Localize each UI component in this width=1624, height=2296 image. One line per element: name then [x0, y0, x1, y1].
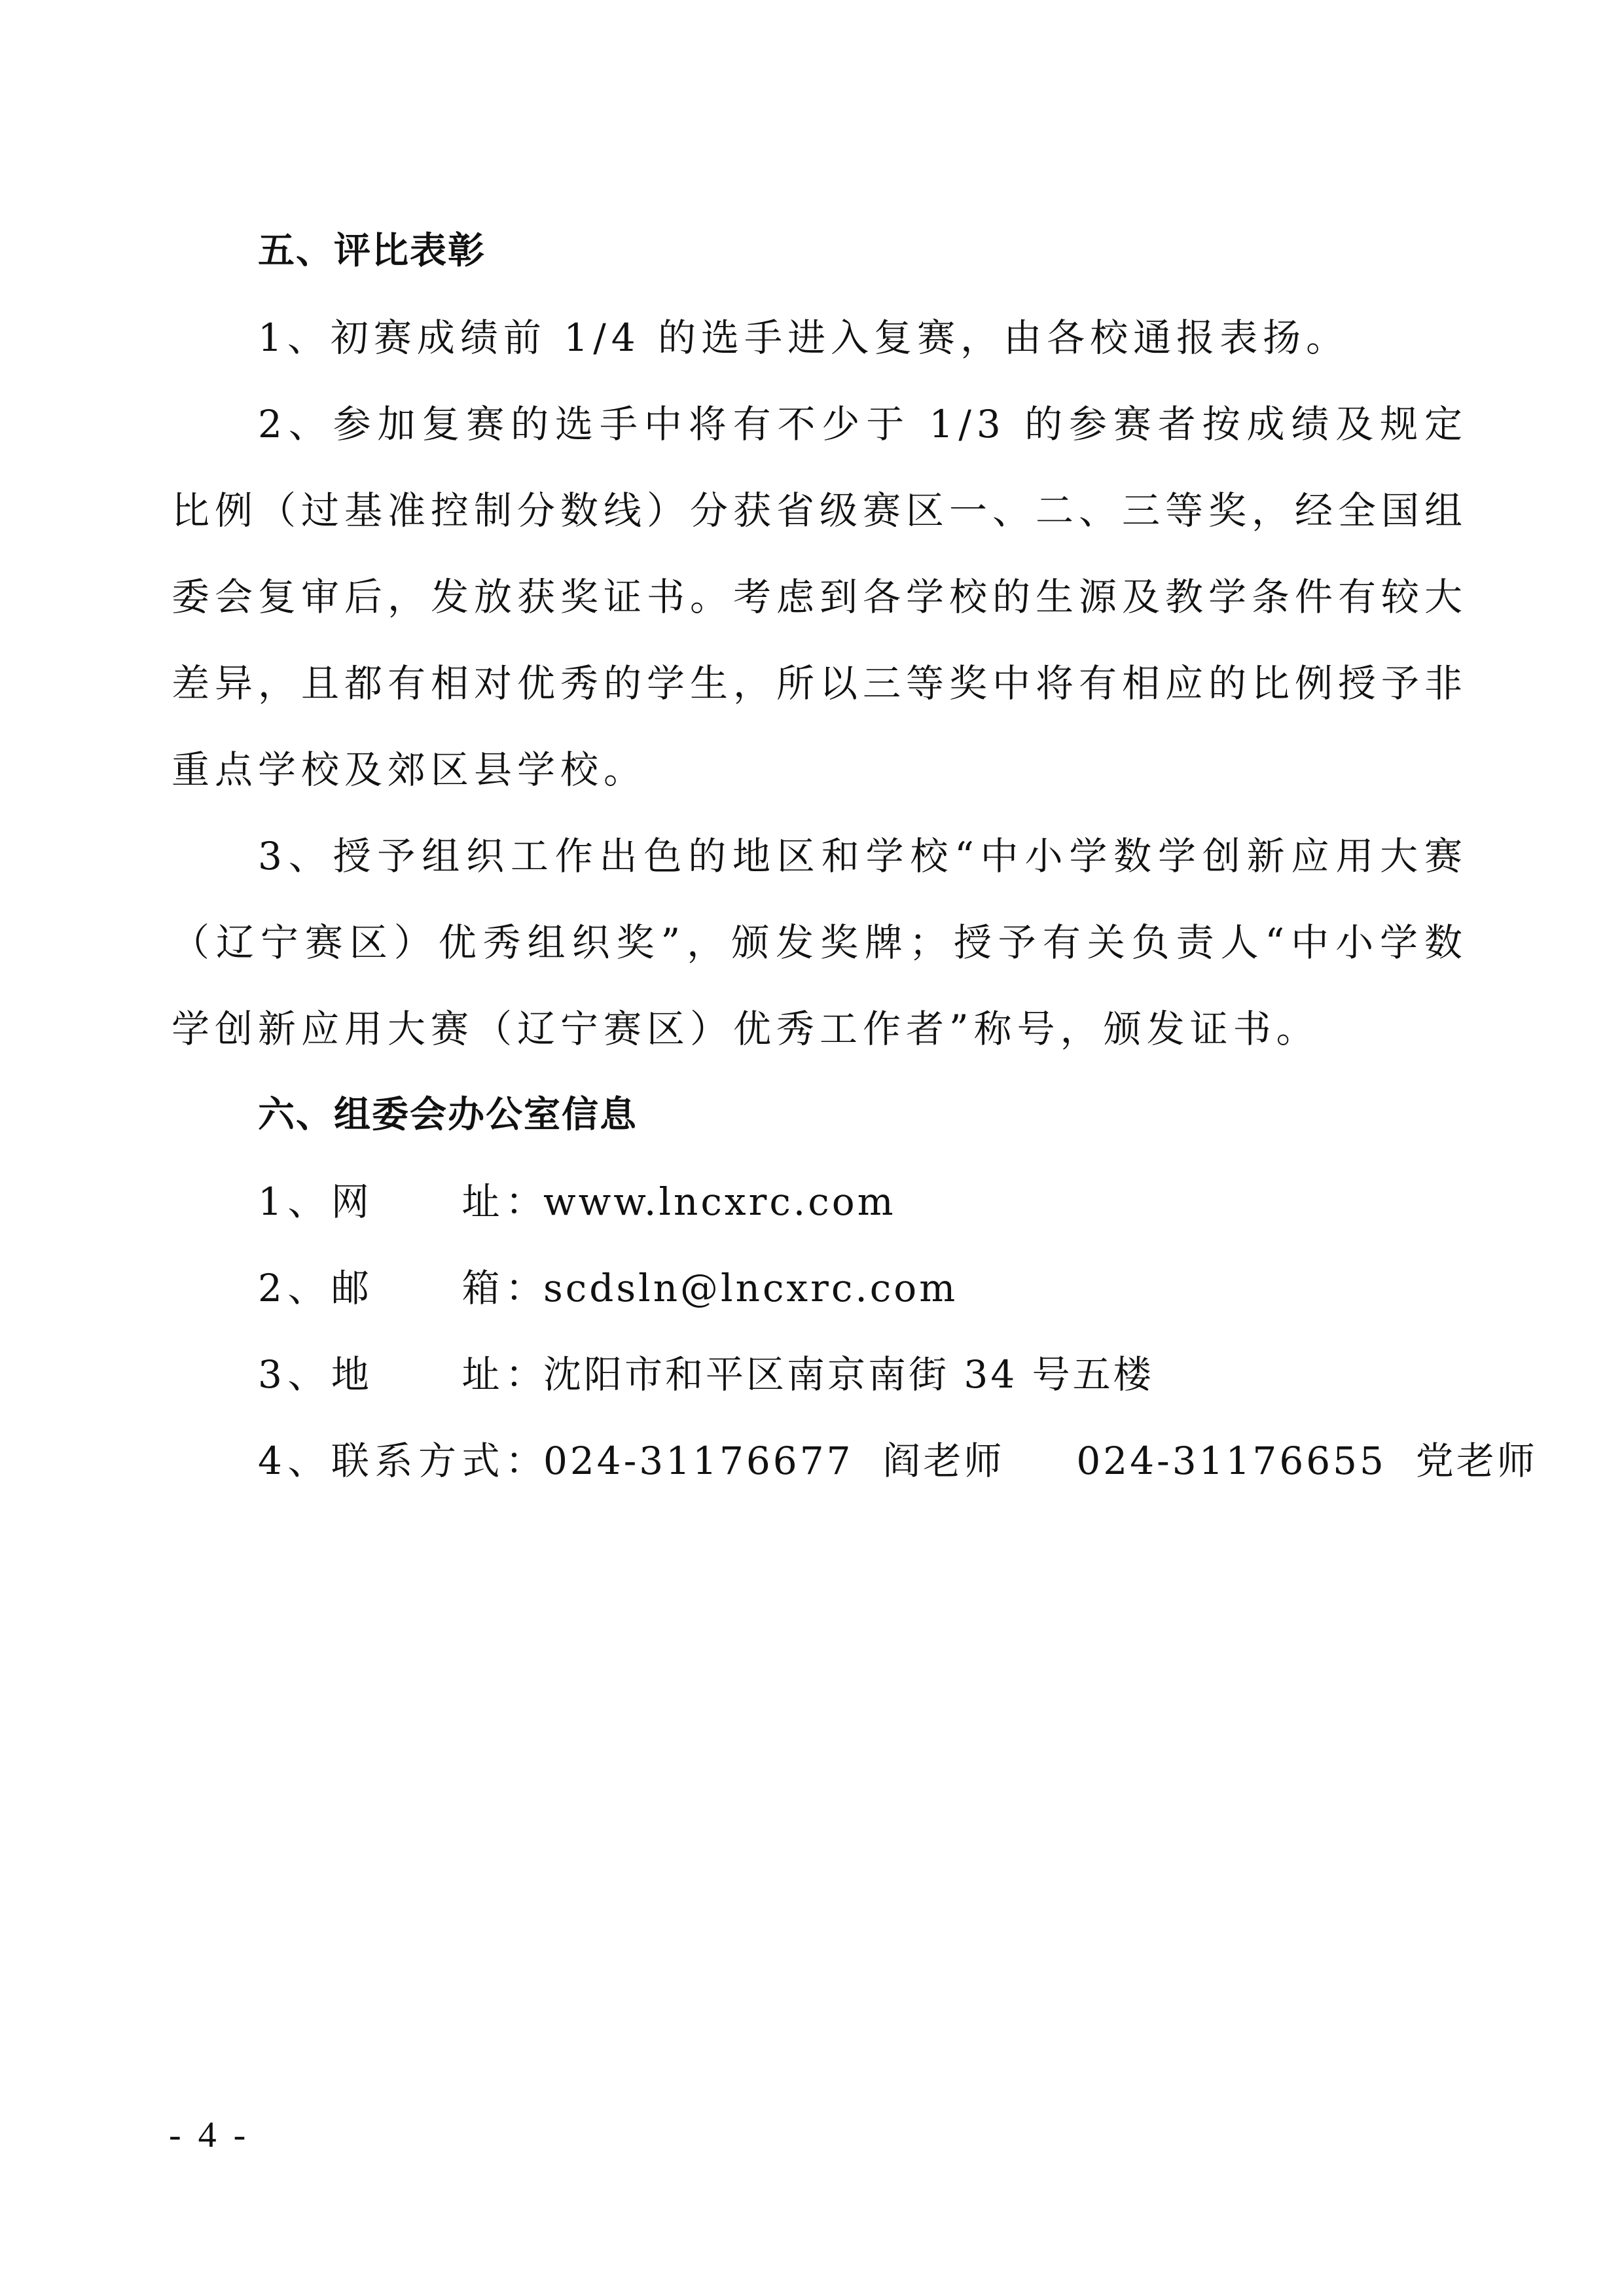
- contact-phone: [171, 1418, 1538, 1504]
- section-5-item-3: 3、授予组织工作出色的地区和学校“中小学数学创新应用大赛（辽宁赛区）优秀组织奖”，颁发奖牌；授予有关负责人“中小学数学创新应用大赛（辽宁赛区）优秀工作者”称号，颁发证书。: [171, 834, 1468, 1051]
- contact-email: [171, 1245, 1468, 1331]
- section-5-heading: 五、评比表彰: [258, 230, 486, 272]
- section-6-heading: 六、组委会办公室信息: [258, 1094, 638, 1136]
- contact-address: [171, 1331, 1468, 1418]
- person-2: 党老师: [1415, 1439, 1538, 1483]
- email-value: scdsln@lncxrc.com: [543, 1266, 958, 1310]
- address-label: 3、地 址：: [258, 1352, 543, 1397]
- contact-label: 4、联系方式：: [258, 1439, 543, 1483]
- website-label: 1、网 址：: [258, 1179, 543, 1224]
- contact-website: [171, 1158, 1468, 1245]
- phone-2: 024-31176655: [1076, 1439, 1386, 1483]
- document-body: [171, 208, 1538, 1504]
- section-5-item-1: 1、初赛成绩前 1/4 的选手进入复赛，由各校通报表扬。: [258, 315, 1350, 360]
- person-1: 阎老师: [882, 1439, 1005, 1483]
- website-value: www.lncxrc.com: [543, 1179, 896, 1224]
- section-5-item-2: 2、参加复赛的选手中将有不少于 1/3 的参赛者按成绩及规定比例（过基准控制分数线）分获省级赛区一、二、三等奖，经全国组委会复审后，发放获奖证书。考虑到各学校的生源及教学条件有较大差异，且都有相对优秀的学生，所以三等奖中将有相应的比例授予非重点学校及郊区县学校。: [171, 402, 1468, 792]
- email-label: 2、邮 箱：: [258, 1266, 543, 1310]
- phone-1: 024-31176677: [543, 1439, 854, 1483]
- address-value: 沈阳市和平区南京南街 34 号五楼: [543, 1352, 1154, 1397]
- page-number: - 4 -: [169, 2115, 250, 2155]
